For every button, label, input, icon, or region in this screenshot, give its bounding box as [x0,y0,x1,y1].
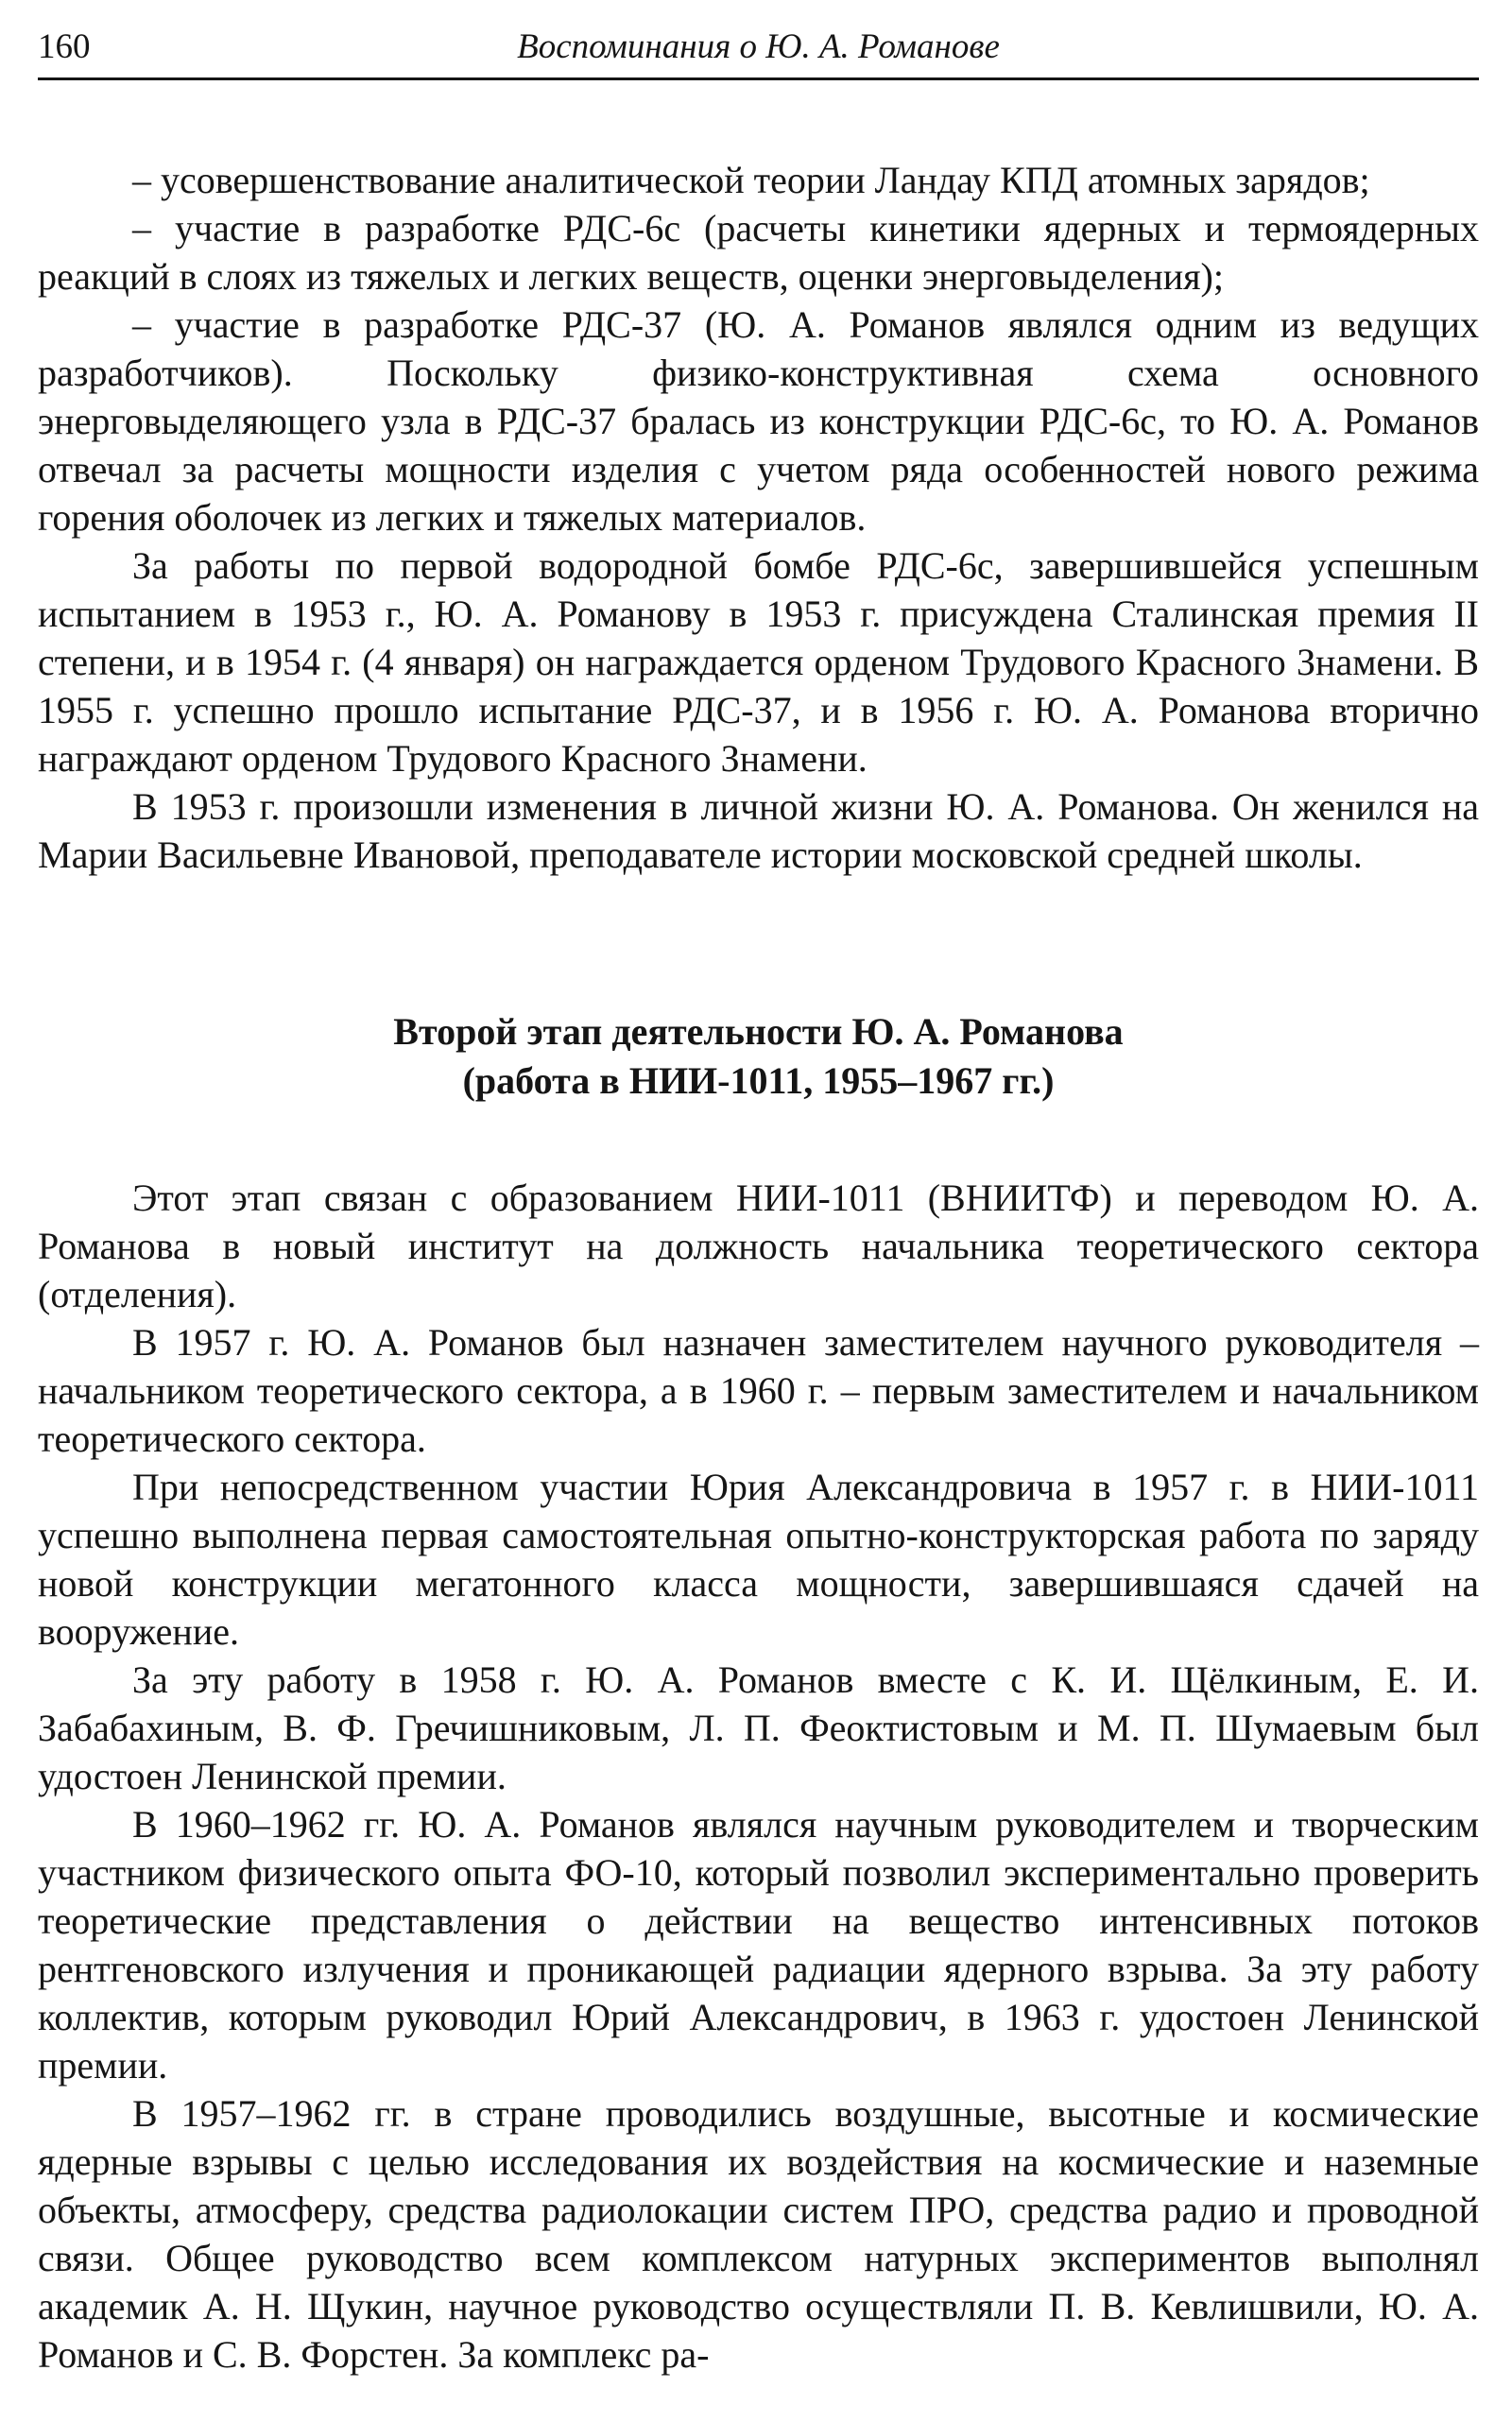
paragraph: В 1960–1962 гг. Ю. А. Романов являлся научным руководителем и творческим участником физического опыта ФО-10, который позволил экспериментально проверить теоретические представления о действии на вещество интенсивных потоков рентгеновского излучения и проникающей радиации ядерного взрыва. За эту работу коллектив, которым руководил Юрий Александрович, в 1963 г. удостоен Ленинской премии. [38,1803,1479,2087]
book-page [38,23,1479,2379]
paragraph: В 1957–1962 гг. в стране проводились воздушные, высотные и космические ядерные взрывы с целью исследования их воздействия на космические и наземные объекты, атмосферу, средства радиолокации систем ПРО, средства радио и проводной связи. Общее руководство всем комплексом натурных экспериментов выполнял академик А. Н. Щукин, научное руководство осуществляли П. В. Кевлишвили, Ю. А. Романов и С. В. Форстен. За комплекс ра- [38,2092,1479,2376]
section-heading [38,1007,1479,1106]
paragraph: – участие в разработке РДС-37 (Ю. А. Романов являлся одним из ведущих разработчиков). Поскольку физико-конструктивная схема основного энерговыделяющего узла в РДС-37 бралась из конструкции РДС-6с, то Ю. А. Романов отвечал за расчеты мощности изделия с учетом ряда особенностей нового режима горения оболочек из легких и тяжелых материалов. [38,303,1479,539]
running-title: Воспоминания о Ю. А. Романове [517,27,1000,66]
page-number: 160 [38,27,91,66]
section-heading-line-1: Второй этап деятельности Ю. А. Романова [393,1010,1124,1053]
paragraph: – участие в разработке РДС-6с (расчеты кинетики ядерных и термоядерных реакций в слоях из тяжелых и легких веществ, оценки энерговыделения); [38,207,1479,298]
paragraph: В 1953 г. произошли изменения в личной жизни Ю. А. Романова. Он женился на Марии Васильевне Ивановой, преподавателе истории московской средней школы. [38,785,1479,876]
paragraph: За эту работу в 1958 г. Ю. А. Романов вместе с К. И. Щёлкиным, Е. И. Забабахиным, В. Ф. Гречишниковым, Л. П. Феоктистовым и М. П. Шумаевым был удостоен Ленинской премии. [38,1658,1479,1797]
paragraph: В 1957 г. Ю. А. Романов был назначен заместителем научного руководителя – начальником теоретического сектора, а в 1960 г. – первым заместителем и начальником теоретического сектора. [38,1321,1479,1460]
paragraph: Этот этап связан с образованием НИИ-1011 (ВНИИТФ) и переводом Ю. А. Романова в новый институт на должность начальника теоретического сектора (отделения). [38,1177,1479,1315]
paragraph: – усовершенствование аналитической теории Ландау КПД атомных зарядов; [132,159,1370,201]
section-heading-line-2: (работа в НИИ-1011, 1955–1967 гг.) [462,1059,1055,1102]
paragraph: При непосредственном участии Юрия Александровича в 1957 г. в НИИ-1011 успешно выполнена первая самостоятельная опытно-конструкторская работа по заряду новой конструкции мегатонного класса мощности, завершившаяся сдачей на вооружение. [38,1466,1479,1653]
page-body [38,156,1479,2379]
paragraph: За работы по первой водородной бомбе РДС-6с, завершившейся успешным испытанием в 1953 г., Ю. А. Романову в 1953 г. присуждена Сталинская премия II степени, и в 1954 г. (4 января) он награждается орденом Трудового Красного Знамени. В 1955 г. успешно прошло испытание РДС-37, и в 1956 г. Ю. А. Романова вторично награждают орденом Трудового Красного Знамени. [38,544,1479,780]
page-header [38,23,1479,80]
